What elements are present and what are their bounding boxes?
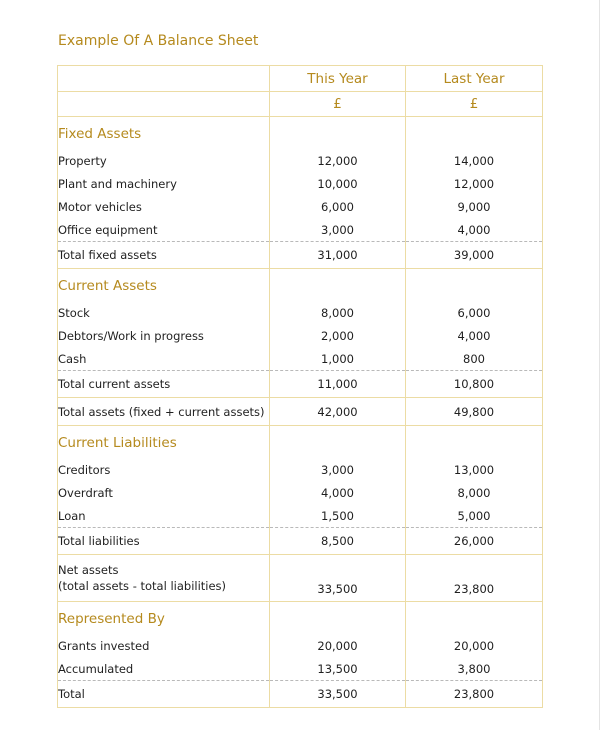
row-last-year: 5,000 xyxy=(406,504,543,528)
balance-sheet-table xyxy=(57,65,543,708)
total-assets-last-year: 49,800 xyxy=(406,398,543,426)
table-row xyxy=(58,301,543,324)
row-last-year: 14,000 xyxy=(406,149,543,172)
row-last-year: 20,000 xyxy=(406,634,543,657)
section-heading-current-assets: Current Assets xyxy=(58,269,270,302)
row-this-year: 20,000 xyxy=(270,634,406,657)
currency-row xyxy=(58,92,543,117)
page-title: Example Of A Balance Sheet xyxy=(58,33,259,49)
table-row xyxy=(58,481,543,504)
row-last-year: 13,000 xyxy=(406,458,543,481)
table-row xyxy=(58,195,543,218)
row-this-year: 6,000 xyxy=(270,195,406,218)
section-heading-row xyxy=(58,117,543,150)
table-row xyxy=(58,172,543,195)
row-label: Office equipment xyxy=(58,218,270,242)
section-heading-represented-by: Represented By xyxy=(58,602,270,635)
total-assets-row xyxy=(58,398,543,426)
row-this-year: 12,000 xyxy=(270,149,406,172)
row-this-year: 1,000 xyxy=(270,347,406,371)
currency-this-year: £ xyxy=(270,92,406,117)
net-assets-label-line2: (total assets - total liabilities) xyxy=(58,579,227,593)
table-row xyxy=(58,458,543,481)
net-assets-last-year: 23,800 xyxy=(406,555,543,602)
table-row xyxy=(58,324,543,347)
section-heading-row xyxy=(58,269,543,302)
total-fixed-assets-label: Total fixed assets xyxy=(58,242,270,269)
total-row xyxy=(58,528,543,555)
header-empty-cell xyxy=(58,66,270,92)
row-last-year: 3,800 xyxy=(406,657,543,681)
section-heading-current-liabilities: Current Liabilities xyxy=(58,426,270,459)
row-last-year: 800 xyxy=(406,347,543,371)
row-label: Plant and machinery xyxy=(58,172,270,195)
row-label: Accumulated xyxy=(58,657,270,681)
total-row xyxy=(58,681,543,708)
table-row xyxy=(58,504,543,528)
row-last-year: 8,000 xyxy=(406,481,543,504)
total-current-assets-label: Total current assets xyxy=(58,371,270,398)
grand-total-this-year: 33,500 xyxy=(270,681,406,708)
table-row xyxy=(58,218,543,242)
total-fixed-assets-last-year: 39,000 xyxy=(406,242,543,269)
grand-total-label: Total xyxy=(58,681,270,708)
row-label: Loan xyxy=(58,504,270,528)
row-last-year: 12,000 xyxy=(406,172,543,195)
row-label: Property xyxy=(58,149,270,172)
header-this-year: This Year xyxy=(270,66,406,92)
row-last-year: 4,000 xyxy=(406,324,543,347)
table-row xyxy=(58,149,543,172)
row-label: Creditors xyxy=(58,458,270,481)
section-heading-row xyxy=(58,602,543,635)
row-this-year: 13,500 xyxy=(270,657,406,681)
header-row xyxy=(58,66,543,92)
row-last-year: 4,000 xyxy=(406,218,543,242)
total-liabilities-last-year: 26,000 xyxy=(406,528,543,555)
row-this-year: 3,000 xyxy=(270,458,406,481)
row-this-year: 1,500 xyxy=(270,504,406,528)
grand-total-last-year: 23,800 xyxy=(406,681,543,708)
row-label: Motor vehicles xyxy=(58,195,270,218)
row-label: Stock xyxy=(58,301,270,324)
total-current-assets-this-year: 11,000 xyxy=(270,371,406,398)
total-liabilities-this-year: 8,500 xyxy=(270,528,406,555)
currency-empty-cell xyxy=(58,92,270,117)
row-label: Debtors/Work in progress xyxy=(58,324,270,347)
net-assets-this-year: 33,500 xyxy=(270,555,406,602)
total-liabilities-label: Total liabilities xyxy=(58,528,270,555)
net-assets-label xyxy=(58,555,270,602)
row-this-year: 8,000 xyxy=(270,301,406,324)
total-row xyxy=(58,371,543,398)
row-label: Grants invested xyxy=(58,634,270,657)
row-last-year: 6,000 xyxy=(406,301,543,324)
table-row xyxy=(58,657,543,681)
net-assets-row xyxy=(58,555,543,602)
row-this-year: 3,000 xyxy=(270,218,406,242)
table-row xyxy=(58,347,543,371)
total-current-assets-last-year: 10,800 xyxy=(406,371,543,398)
total-fixed-assets-this-year: 31,000 xyxy=(270,242,406,269)
section-heading-fixed-assets: Fixed Assets xyxy=(58,117,270,150)
row-label: Overdraft xyxy=(58,481,270,504)
net-assets-label-line1: Net assets xyxy=(58,563,119,577)
table-row xyxy=(58,634,543,657)
section-heading-row xyxy=(58,426,543,459)
total-assets-this-year: 42,000 xyxy=(270,398,406,426)
row-this-year: 4,000 xyxy=(270,481,406,504)
row-this-year: 10,000 xyxy=(270,172,406,195)
total-row xyxy=(58,242,543,269)
row-last-year: 9,000 xyxy=(406,195,543,218)
total-assets-label: Total assets (fixed + current assets) xyxy=(58,398,270,426)
currency-last-year: £ xyxy=(406,92,543,117)
row-this-year: 2,000 xyxy=(270,324,406,347)
header-last-year: Last Year xyxy=(406,66,543,92)
row-label: Cash xyxy=(58,347,270,371)
